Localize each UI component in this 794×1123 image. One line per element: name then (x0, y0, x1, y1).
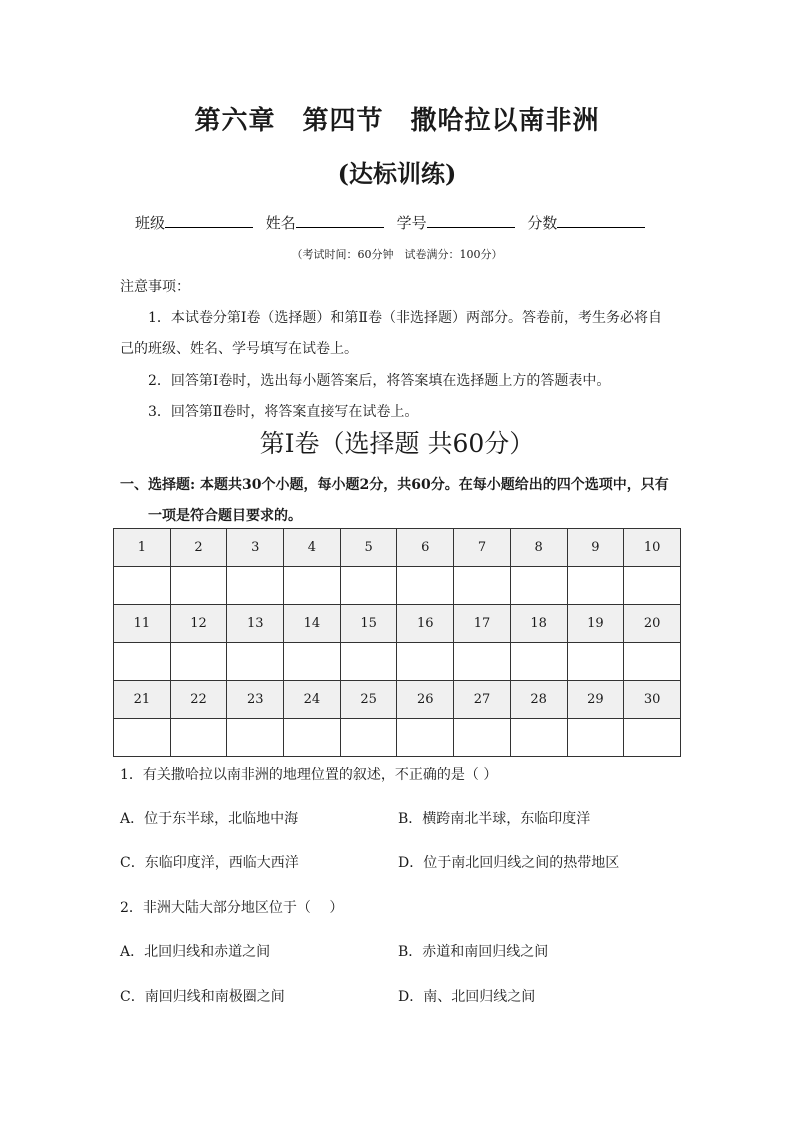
question-number-cell: 18 (510, 605, 567, 643)
notice-item-3: 3．回答第Ⅱ卷时，将答案直接写在试卷上。 (148, 404, 419, 420)
answer-cell[interactable] (114, 567, 171, 605)
question-number-cell: 8 (510, 529, 567, 567)
section-title: 第Ⅰ卷（选择题 共60分） (259, 429, 535, 458)
question-1-option-c[interactable]: C．东临印度洋，西临大西洋 (120, 855, 299, 871)
answer-cell[interactable] (510, 643, 567, 681)
question-2-option-a[interactable]: A．北回归线和赤道之间 (120, 944, 271, 960)
notice-item-1-cont: 己的班级、姓名、学号填写在试卷上。 (120, 341, 358, 357)
question-number-cell: 15 (340, 605, 397, 643)
answer-cell[interactable] (340, 643, 397, 681)
question-number-cell: 24 (284, 681, 341, 719)
answer-cell[interactable] (624, 643, 681, 681)
question-number-cell: 11 (114, 605, 171, 643)
notice-item-1: 1．本试卷分第Ⅰ卷（选择题）和第Ⅱ卷（非选择题）两部分。答卷前，考生务必将自 (148, 310, 662, 326)
answer-cell[interactable] (114, 719, 171, 757)
class-label: 班级 (135, 214, 166, 232)
question-number-cell: 6 (397, 529, 454, 567)
question-number-cell: 3 (227, 529, 284, 567)
answer-cell[interactable] (340, 719, 397, 757)
question-1-option-a[interactable]: A．位于东半球，北临地中海 (120, 811, 299, 827)
question-number-cell: 16 (397, 605, 454, 643)
answer-cell[interactable] (567, 719, 624, 757)
question-number-cell: 5 (340, 529, 397, 567)
question-number-cell: 2 (170, 529, 227, 567)
question-number-cell: 12 (170, 605, 227, 643)
answer-cell[interactable] (284, 567, 341, 605)
table-row (114, 529, 681, 567)
answer-cell[interactable] (227, 719, 284, 757)
answer-cell[interactable] (170, 643, 227, 681)
question-number-cell: 29 (567, 681, 624, 719)
table-row (114, 681, 681, 719)
answer-cell[interactable] (227, 567, 284, 605)
answer-cell[interactable] (454, 643, 511, 681)
question-number-cell: 27 (454, 681, 511, 719)
student-id-label: 学号 (396, 214, 427, 232)
answer-cell[interactable] (510, 567, 567, 605)
question-2-option-d[interactable]: D．南、北回归线之间 (398, 989, 536, 1005)
question-number-cell: 22 (170, 681, 227, 719)
question-number-cell: 19 (567, 605, 624, 643)
question-number-cell: 4 (284, 529, 341, 567)
score-blank[interactable] (557, 213, 645, 228)
answer-table (113, 528, 681, 757)
section-instruction: 一、选择题: 本题共30个小题，每小题2分，共60分。在每小题给出的四个选项中，只有 (120, 477, 669, 493)
question-2-option-c[interactable]: C．南回归线和南极圈之间 (120, 989, 285, 1005)
question-number-cell: 26 (397, 681, 454, 719)
answer-cell[interactable] (170, 567, 227, 605)
table-row (114, 567, 681, 605)
answer-cell[interactable] (567, 567, 624, 605)
section-instruction-cont: 一项是符合题目要求的。 (148, 508, 302, 524)
question-2-stem: 2．非洲大陆大部分地区位于（ ） (120, 900, 344, 916)
student-info-row (135, 212, 645, 233)
notice-item-2: 2．回答第Ⅰ卷时，选出每小题答案后，将答案填在选择题上方的答题表中。 (148, 373, 611, 389)
question-number-cell: 30 (624, 681, 681, 719)
question-number-cell: 13 (227, 605, 284, 643)
answer-cell[interactable] (227, 643, 284, 681)
answer-cell[interactable] (284, 643, 341, 681)
question-number-cell: 20 (624, 605, 681, 643)
question-2-option-b[interactable]: B．赤道和南回归线之间 (398, 944, 549, 960)
page-title: 第六章 第四节 撒哈拉以南非洲 (194, 106, 600, 136)
question-number-cell: 9 (567, 529, 624, 567)
answer-cell[interactable] (170, 719, 227, 757)
answer-cell[interactable] (624, 567, 681, 605)
question-1-option-d[interactable]: D．位于南北回归线之间的热带地区 (398, 855, 620, 871)
answer-cell[interactable] (114, 643, 171, 681)
score-label: 分数 (527, 214, 558, 232)
exam-note: （考试时间：60分钟 试卷满分：100分） (291, 248, 503, 261)
question-number-cell: 7 (454, 529, 511, 567)
answer-cell[interactable] (397, 567, 454, 605)
table-row (114, 643, 681, 681)
question-number-cell: 17 (454, 605, 511, 643)
answer-cell[interactable] (397, 719, 454, 757)
name-blank[interactable] (296, 213, 384, 228)
answer-cell[interactable] (284, 719, 341, 757)
name-label: 姓名 (265, 214, 296, 232)
question-1-stem: 1．有关撒哈拉以南非洲的地理位置的叙述，不正确的是（ ） (120, 767, 498, 783)
question-number-cell: 25 (340, 681, 397, 719)
answer-cell[interactable] (340, 567, 397, 605)
question-number-cell: 28 (510, 681, 567, 719)
answer-cell[interactable] (397, 643, 454, 681)
question-number-cell: 14 (284, 605, 341, 643)
class-blank[interactable] (165, 213, 253, 228)
table-row (114, 605, 681, 643)
table-row (114, 719, 681, 757)
question-1-option-b[interactable]: B．横跨南北半球，东临印度洋 (398, 811, 591, 827)
answer-cell[interactable] (454, 719, 511, 757)
question-number-cell: 21 (114, 681, 171, 719)
answer-cell[interactable] (567, 643, 624, 681)
answer-cell[interactable] (510, 719, 567, 757)
answer-cell[interactable] (454, 567, 511, 605)
answer-cell[interactable] (624, 719, 681, 757)
student-id-blank[interactable] (427, 213, 515, 228)
question-number-cell: 1 (114, 529, 171, 567)
question-number-cell: 23 (227, 681, 284, 719)
question-number-cell: 10 (624, 529, 681, 567)
page-subtitle: (达标训练) (337, 159, 457, 188)
notice-heading: 注意事项： (120, 279, 190, 295)
